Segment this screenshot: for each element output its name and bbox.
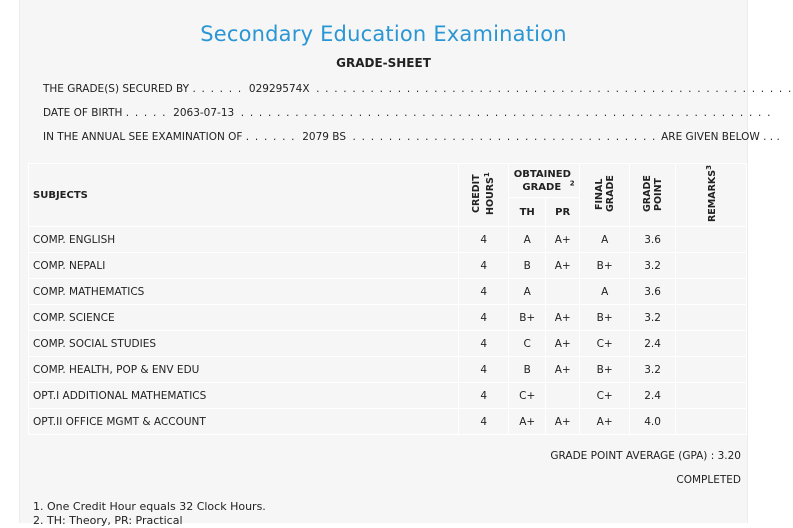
grade-point-cell: 3.2 (630, 357, 676, 383)
table-row (29, 227, 747, 253)
remarks-cell (676, 279, 747, 305)
final-grade-cell: A (580, 227, 630, 253)
dob-value: 2063-07-13 (173, 107, 235, 119)
header-subjects: SUBJECTS (29, 164, 459, 227)
symbol-number: 02929574X (248, 83, 310, 95)
theory-grade-cell: A+ (509, 409, 546, 435)
subject-cell: OPT.II OFFICE MGMT & ACCOUNT (29, 409, 459, 435)
footnotes (33, 500, 266, 528)
subject-cell: COMP. SOCIAL STUDIES (29, 331, 459, 357)
practical-grade-cell: A+ (546, 409, 580, 435)
practical-grade-cell (546, 279, 580, 305)
completion-status: COMPLETED (676, 474, 741, 486)
exam-label: IN THE ANNUAL SEE EXAMINATION OF (43, 131, 243, 143)
grade-point-cell: 3.2 (630, 253, 676, 279)
practical-grade-cell: A+ (546, 253, 580, 279)
table-row (29, 409, 747, 435)
footnote-2: 2. TH: Theory, PR: Practical (33, 514, 183, 527)
table-row (29, 253, 747, 279)
theory-grade-cell: B (509, 253, 546, 279)
exam-line: IN THE ANNUAL SEE EXAMINATION OF . . . . . . 2079 BS . . . . . . . . . . . . . . . . . . . . . . . . . . . . . . . . . . ARE GIVEN BELOW . . . (43, 131, 780, 143)
credit-hours-cell: 4 (459, 357, 509, 383)
credit-hours-cell: 4 (459, 331, 509, 357)
header-grade-point: GRADE POINT (630, 164, 676, 227)
credit-hours-cell: 4 (459, 253, 509, 279)
theory-grade-cell: C (509, 331, 546, 357)
final-grade-cell: A+ (580, 409, 630, 435)
credit-hours-cell: 4 (459, 409, 509, 435)
grade-secured-line: THE GRADE(S) SECURED BY . . . . . . 02929574X . . . . . . . . . . . . . . . . . . . . . . . . . . . . . . . . . . . . . . . . . . . . . . . . . . . . . (43, 83, 793, 95)
credit-hours-cell: 4 (459, 383, 509, 409)
subject-cell: COMP. HEALTH, POP & ENV EDU (29, 357, 459, 383)
table-row (29, 383, 747, 409)
given-below-text: ARE GIVEN BELOW . . . (661, 131, 780, 143)
subject-cell: COMP. SCIENCE (29, 305, 459, 331)
grade-point-cell: 2.4 (630, 383, 676, 409)
practical-grade-cell: A+ (546, 331, 580, 357)
credit-hours-cell: 4 (459, 279, 509, 305)
header-remarks: REMARKS$^3$ (676, 164, 747, 227)
theory-grade-cell: B (509, 357, 546, 383)
final-grade-cell: B+ (580, 253, 630, 279)
header-credit-hours: CREDIT HOURS$^1$ (459, 164, 509, 227)
theory-grade-cell: A (509, 227, 546, 253)
practical-grade-cell (546, 383, 580, 409)
dob-label: DATE OF BIRTH (43, 107, 123, 119)
header-obtained-grade: OBTAINED GRADE $^2$ (509, 164, 580, 198)
header-final-grade: FINAL GRADE (580, 164, 630, 227)
table-row (29, 331, 747, 357)
theory-grade-cell: B+ (509, 305, 546, 331)
remarks-cell (676, 305, 747, 331)
grade-sheet (19, 0, 793, 527)
subject-cell: COMP. MATHEMATICS (29, 279, 459, 305)
theory-grade-cell: C+ (509, 383, 546, 409)
dob-line: DATE OF BIRTH . . . . . 2063-07-13 . . . . . . . . . . . . . . . . . . . . . . . . . . . . . . . . . . . . . . . . . . . . . . . . . . . . . . . . . . . (43, 107, 772, 119)
gpa-summary: GRADE POINT AVERAGE (GPA) : 3.20 (550, 450, 741, 462)
grade-point-cell: 3.2 (630, 305, 676, 331)
remarks-cell (676, 227, 747, 253)
subject-cell: COMP. ENGLISH (29, 227, 459, 253)
grades-table (28, 163, 747, 435)
final-grade-cell: C+ (580, 331, 630, 357)
grade-point-cell: 3.6 (630, 279, 676, 305)
theory-grade-cell: A (509, 279, 546, 305)
footnote-1: 1. One Credit Hour equals 32 Clock Hours. (33, 500, 266, 513)
practical-grade-cell: A+ (546, 357, 580, 383)
grade-point-cell: 4.0 (630, 409, 676, 435)
grade-point-cell: 3.6 (630, 227, 676, 253)
subject-cell: COMP. NEPALI (29, 253, 459, 279)
remarks-cell (676, 383, 747, 409)
page-title: Secondary Education Examination (200, 22, 567, 46)
final-grade-cell: C+ (580, 383, 630, 409)
remarks-cell (676, 331, 747, 357)
header-pr: PR (546, 198, 580, 227)
remarks-cell (676, 357, 747, 383)
final-grade-cell: B+ (580, 305, 630, 331)
page-subtitle: GRADE-SHEET (336, 56, 431, 70)
grade-point-cell: 2.4 (630, 331, 676, 357)
final-grade-cell: B+ (580, 357, 630, 383)
table-row (29, 357, 747, 383)
remarks-cell (676, 253, 747, 279)
exam-year: 2079 BS (302, 131, 346, 143)
final-grade-cell: A (580, 279, 630, 305)
practical-grade-cell: A+ (546, 305, 580, 331)
subject-cell: OPT.I ADDITIONAL MATHEMATICS (29, 383, 459, 409)
practical-grade-cell: A+ (546, 227, 580, 253)
table-row (29, 279, 747, 305)
header-th: TH (509, 198, 546, 227)
remarks-cell (676, 409, 747, 435)
table-row (29, 305, 747, 331)
credit-hours-cell: 4 (459, 227, 509, 253)
grade-secured-label: THE GRADE(S) SECURED BY (43, 83, 190, 95)
credit-hours-cell: 4 (459, 305, 509, 331)
